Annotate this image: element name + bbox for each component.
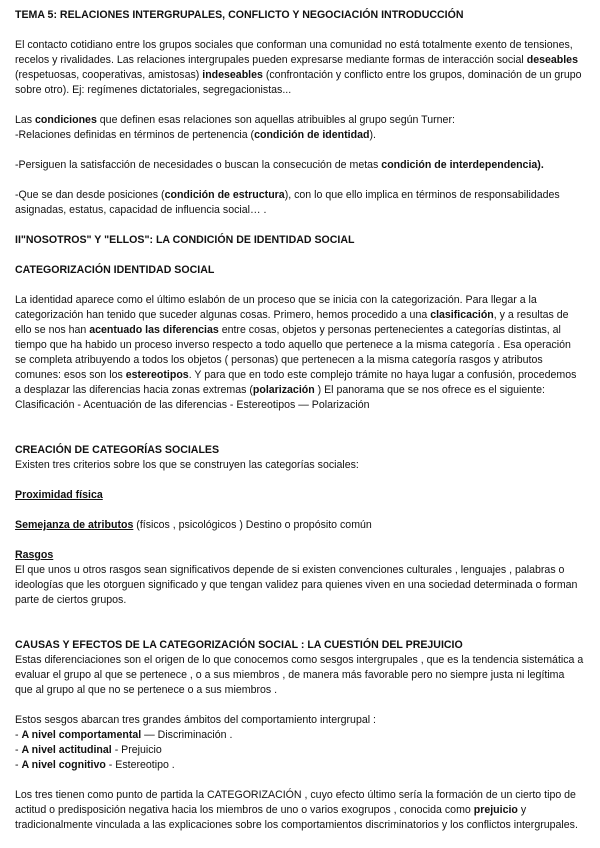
list-item xyxy=(15,758,585,773)
bias-paragraph: Estas diferenciaciones son el origen de lo que conocemos como sesgos intergrupales , que es la tendencia sistemática a evaluar el grupo al que se pertenece , o a sus miembros , de manera más favorable pero no siempre justa ni legítima que al grupo al que no se pertenece o a sus miembros . xyxy=(15,654,584,696)
text-run: Los tres tienen como punto de partida la CATEGORIZACIÓN , cuyo efecto último sería la formación de un cierto tipo de actitud o predisposición negativa hacia los miembros de uno o varios exogrupos , conocida como xyxy=(15,789,576,816)
text-run: -Relaciones definidas en términos de pertenencia ( xyxy=(15,129,255,141)
bias-scopes-intro: Estos sesgos abarcan tres grandes ámbitos del comportamiento intergrupal : xyxy=(15,714,376,726)
bold-term-deseables: deseables xyxy=(526,54,578,66)
bold-term-prejuicio: prejuicio xyxy=(473,804,518,816)
section-heading-categorization: CATEGORIZACIÓN IDENTIDAD SOCIAL xyxy=(15,264,215,276)
text-run: -Que se dan desde posiciones ( xyxy=(15,189,165,201)
spacer xyxy=(15,98,585,113)
bold-term: condición de estructura xyxy=(164,189,285,201)
underlined-term: Semejanza de atributos xyxy=(15,519,134,531)
bold-term-indeseables: indeseables xyxy=(202,69,263,81)
text-run: - Prejuicio xyxy=(111,744,162,756)
text-run: , y a resultas de ello se nos han xyxy=(15,309,569,336)
text-run: - xyxy=(15,744,22,756)
bold-term: A nivel actitudinal xyxy=(21,744,112,756)
process-sequence: Clasificación - Acentuación de las diferencias - Estereotipos — Polarización xyxy=(15,399,370,411)
criterion-proximity xyxy=(15,488,585,503)
condition-structure xyxy=(15,188,585,218)
spacer xyxy=(15,218,585,233)
text-run: ), con lo que ello implica en términos de responsabilidades asignadas, estatus, capacidad de influencia social… . xyxy=(15,189,560,216)
bold-term: clasificación xyxy=(430,309,494,321)
criterion-traits-text: El que unos u otros rasgos sean significativos depende de si existen convenciones culturales , lenguajes , palabras o ideologías que les otorguen significado y que tengan validez para quienes viven en una sociedad determinada o forman parte de ciertos grupos. xyxy=(15,564,578,606)
text-run: ). xyxy=(369,129,376,141)
text-run: La identidad aparece como el último eslabón de un proceso que se inicia con la categorización. Para llegar a la categorización han tenido que suceder algunas cosas. Primero, hemos procedido a una xyxy=(15,294,537,321)
spacer xyxy=(15,143,585,158)
criterion-similarity xyxy=(15,518,585,533)
bold-term: acentuado las diferencias xyxy=(89,324,219,336)
spacer xyxy=(15,473,585,488)
list-item xyxy=(15,743,585,758)
text-run: Las xyxy=(15,114,36,126)
spacer xyxy=(15,503,585,518)
bold-term: estereotipos xyxy=(125,369,189,381)
text-run: - xyxy=(15,729,22,741)
criteria-intro: Existen tres criterios sobre los que se construyen las categorías sociales: xyxy=(15,459,359,471)
conclusion-paragraph xyxy=(15,788,585,833)
text-run: (físicos , psicológicos ) Destino o propósito común xyxy=(133,519,372,531)
criterion-traits xyxy=(15,548,585,563)
text-run: - Estereotipo . xyxy=(105,759,175,771)
spacer xyxy=(15,773,585,788)
bold-term: A nivel comportamental xyxy=(21,729,142,741)
spacer xyxy=(15,173,585,188)
list-item xyxy=(15,728,585,743)
section-heading-identity: II"NOSOTROS" Y "ELLOS": LA CONDICIÓN DE IDENTIDAD SOCIAL xyxy=(15,234,355,246)
spacer xyxy=(15,608,585,638)
text-run: . Y para que en todo este complejo trámite no haya lugar a confusión, procedemos a desplazar las diferencias hacia zonas extremas ( xyxy=(15,369,577,396)
underlined-term: Rasgos xyxy=(15,549,54,561)
bold-term: condición de interdependencia xyxy=(381,159,538,171)
text-run: y tradicionalmente vinculada a las explicaciones sobre los comportamientos discriminatorios y los conflictos intergrupales. xyxy=(15,804,578,831)
text-run: -Persiguen la satisfacción de necesidades o buscan la consecución de metas xyxy=(15,159,382,171)
spacer xyxy=(15,533,585,548)
spacer xyxy=(15,23,585,38)
condition-identity xyxy=(15,128,585,143)
spacer xyxy=(15,278,585,293)
text-run: entre cosas, objetos y personas pertenecientes a categorías distintas, al tiempo que ha habido un proceso inverso respecto a todo aquello que pertenece a la misma categoría . Esa operación se completa atribuyendo a todos los objetos ( personas) que pertenecen a la misma categoría rasgos y atributos comunes: esos son los xyxy=(15,324,571,381)
document-title: TEMA 5: RELACIONES INTERGRUPALES, CONFLICTO Y NEGOCIACIÓN INTRODUCCIÓN xyxy=(15,9,464,21)
spacer xyxy=(15,248,585,263)
bold-term: polarización xyxy=(252,384,315,396)
bold-term-condiciones: condiciones xyxy=(35,114,97,126)
intro-paragraph xyxy=(15,38,585,98)
conditions-lead xyxy=(15,113,585,128)
section-heading-prejudice: CAUSAS Y EFECTOS DE LA CATEGORIZACIÓN SOCIAL : LA CUESTIÓN DEL PREJUICIO xyxy=(15,639,463,651)
spacer xyxy=(15,413,585,443)
text-run: (confrontación y conflicto entre los grupos, dominación de un grupo sobre otro). Ej: regímenes dictatoriales, segregacionistas... xyxy=(15,69,582,96)
text-run: — Discriminación . xyxy=(141,729,233,741)
underlined-term: Proximidad física xyxy=(15,489,103,501)
section-heading-creation: CREACIÓN DE CATEGORÍAS SOCIALES xyxy=(15,444,220,456)
text-run: El contacto cotidiano entre los grupos sociales que conforman una comunidad no está totalmente exento de tensiones, recelos y rivalidades. Las relaciones intergrupales pueden expresarse mediante formas de interacción social xyxy=(15,39,573,66)
bold-term: condición de identidad xyxy=(254,129,370,141)
bold-term: A nivel cognitivo xyxy=(21,759,106,771)
text-run: (respetuosas, cooperativas, amistosas) xyxy=(15,69,203,81)
identity-paragraph xyxy=(15,293,585,398)
spacer xyxy=(15,698,585,713)
condition-interdependence xyxy=(15,158,585,173)
text-run: ) El panorama que se nos ofrece es el siguiente: xyxy=(314,384,545,396)
text-run: que definen esas relaciones son aquellas atribuibles al grupo según Turner: xyxy=(96,114,455,126)
text-run: - xyxy=(15,759,22,771)
text-run: ). xyxy=(537,159,544,171)
